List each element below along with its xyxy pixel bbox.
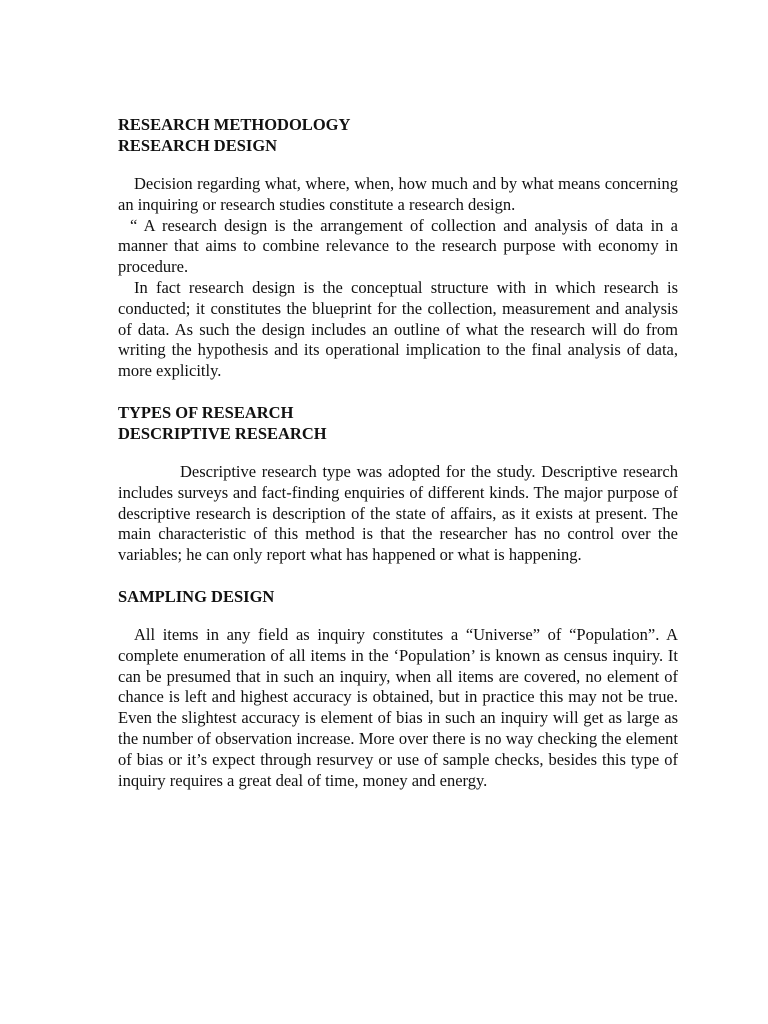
spacer [118, 566, 678, 586]
intro-paragraph-1: Decision regarding what, where, when, how much and by what means concerning an inquiring or research studies constitute a research design. [118, 174, 678, 214]
spacer [118, 382, 678, 402]
descriptive-heading: DESCRIPTIVE RESEARCH [118, 423, 327, 443]
spacer [118, 156, 678, 174]
intro-paragraph-2: “ A research design is the arrangement of collection and analysis of data in a manner that aims to combine relevance to the research purpose with economy in procedure. [118, 215, 678, 277]
sampling-paragraph: All items in any field as inquiry constitutes a “Universe” of “Population”. A complete enumeration of all items in the ‘Population’ is known as census inquiry. It can be presumed that in such an inquiry, when all items are covered, no element of chance is left and highest accuracy is obtained, but in practice this may not be true. Even the slightest accuracy is element of bias in such an inquiry will get as large as the number of observation increase. More over there is no way checking the element of bias or it’s expect through resurvey or use of sample checks, besides this type of inquiry requires a great deal of time, money and energy. [118, 624, 678, 790]
sampling-heading: SAMPLING DESIGN [118, 586, 275, 606]
types-heading: TYPES OF RESEARCH [118, 402, 294, 422]
document-subtitle: RESEARCH DESIGN [118, 136, 278, 155]
intro-paragraph-3: In fact research design is the conceptual structure with in which research is conducted; it constitutes the blueprint for the collection, measurement and analysis of data. As such the design includes an outline of what the research will do from writing the hypothesis and its operational implication to the final analysis of data, more explicitly. [118, 277, 678, 381]
document-title: RESEARCH METHODOLOGY [118, 115, 351, 134]
spacer [118, 607, 678, 625]
spacer [118, 444, 678, 462]
descriptive-paragraph: Descriptive research type was adopted for the study. Descriptive research includes surveys and fact-finding enquiries of different kinds. The major purpose of descriptive research is description of the state of affairs, as it exists at present. The main characteristic of this method is that the researcher has no control over the variables; he can only report what has happened or what is happening. [118, 461, 678, 565]
